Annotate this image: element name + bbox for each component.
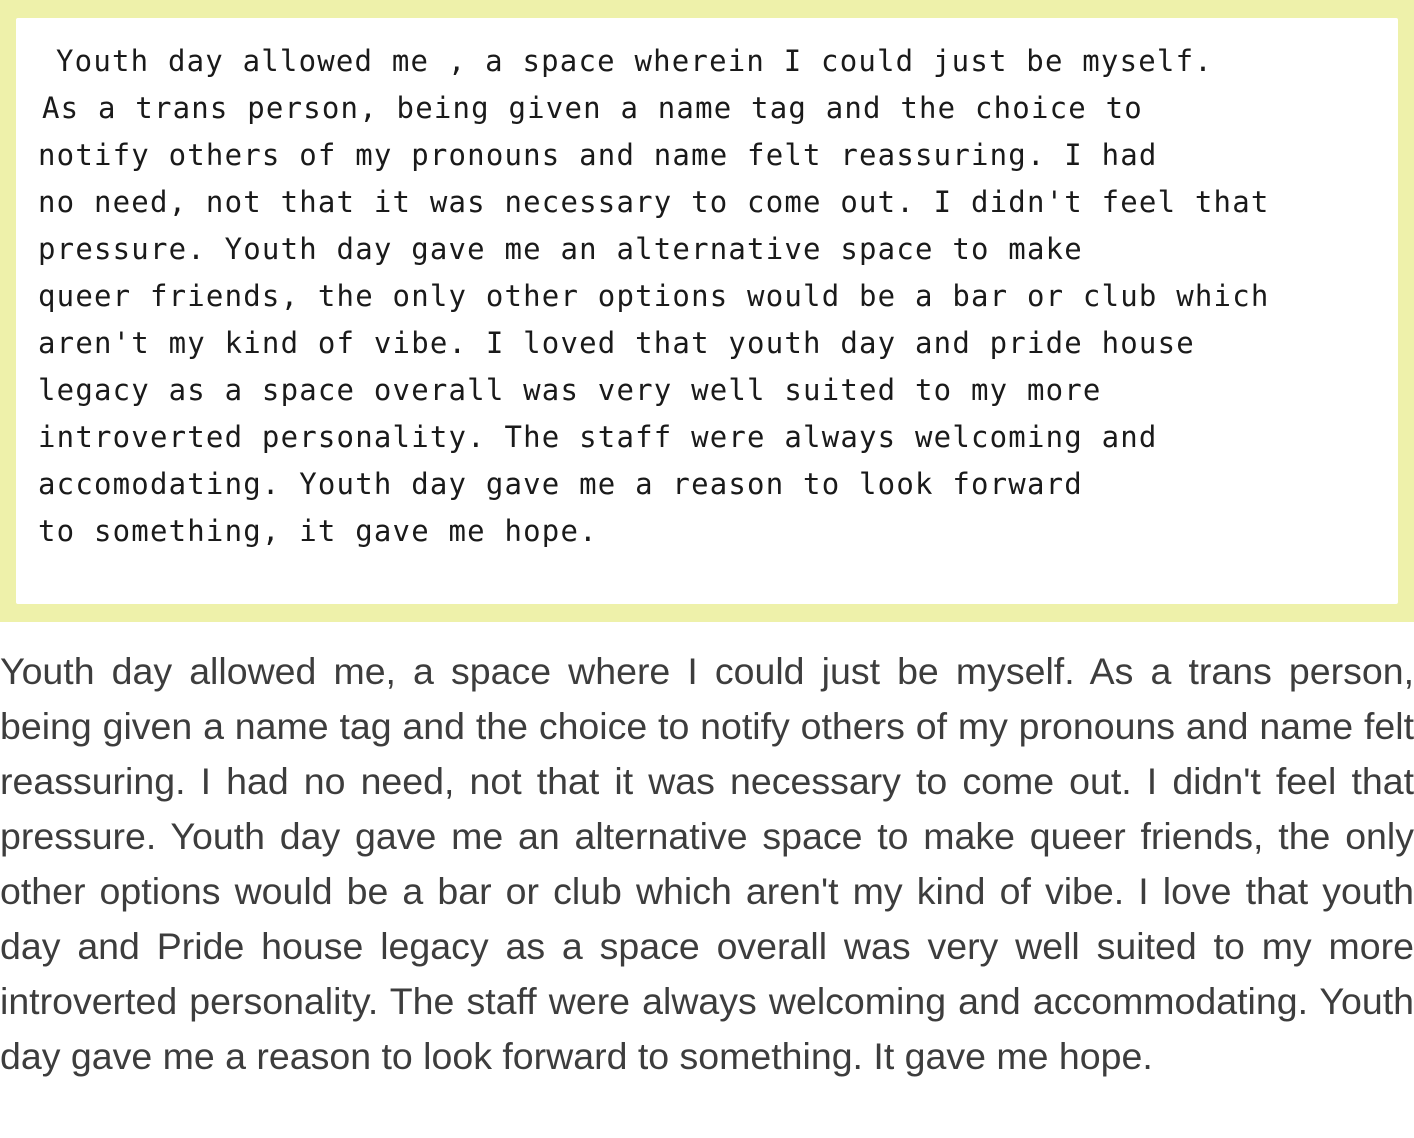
handwritten-line: introverted personality. The staff were always welcoming and	[38, 420, 1158, 454]
handwritten-line: accomodating. Youth day gave me a reason to look forward	[38, 467, 1083, 501]
handwritten-line: legacy as a space overall was very well suited to my more	[38, 373, 1102, 407]
handwritten-note-paper	[16, 18, 1398, 604]
handwritten-line: Youth day allowed me , a space wherein I could just be myself.	[56, 44, 1213, 78]
handwritten-line: to something, it gave me hope.	[38, 514, 598, 548]
handwritten-line: aren't my kind of vibe. I loved that youth day and pride house	[38, 326, 1195, 360]
transcription-paragraph: Youth day allowed me, a space where I could just be myself. As a trans person, being given a name tag and the choice to notify others of my pronouns and name felt reassuring. I had no need, not that it was necessary to come out. I didn't feel that pressure. Youth day gave me an alternative space to make queer friends, the only other options would be a bar or club which aren't my kind of vibe. I love that youth day and Pride house legacy as a space overall was very well suited to my more introverted personality. The staff were always welcoming and accommodating. Youth day gave me a reason to look forward to something. It gave me hope.	[0, 650, 1414, 1077]
handwritten-line: queer friends, the only other options would be a bar or club which	[38, 279, 1270, 313]
handwritten-line: notify others of my pronouns and name felt reassuring. I had	[38, 138, 1158, 172]
handwritten-line: no need, not that it was necessary to come out. I didn't feel that	[38, 185, 1270, 219]
handwritten-line: As a trans person, being given a name tag and the choice to	[42, 91, 1143, 125]
handwritten-line: pressure. Youth day gave me an alternative space to make	[38, 232, 1083, 266]
